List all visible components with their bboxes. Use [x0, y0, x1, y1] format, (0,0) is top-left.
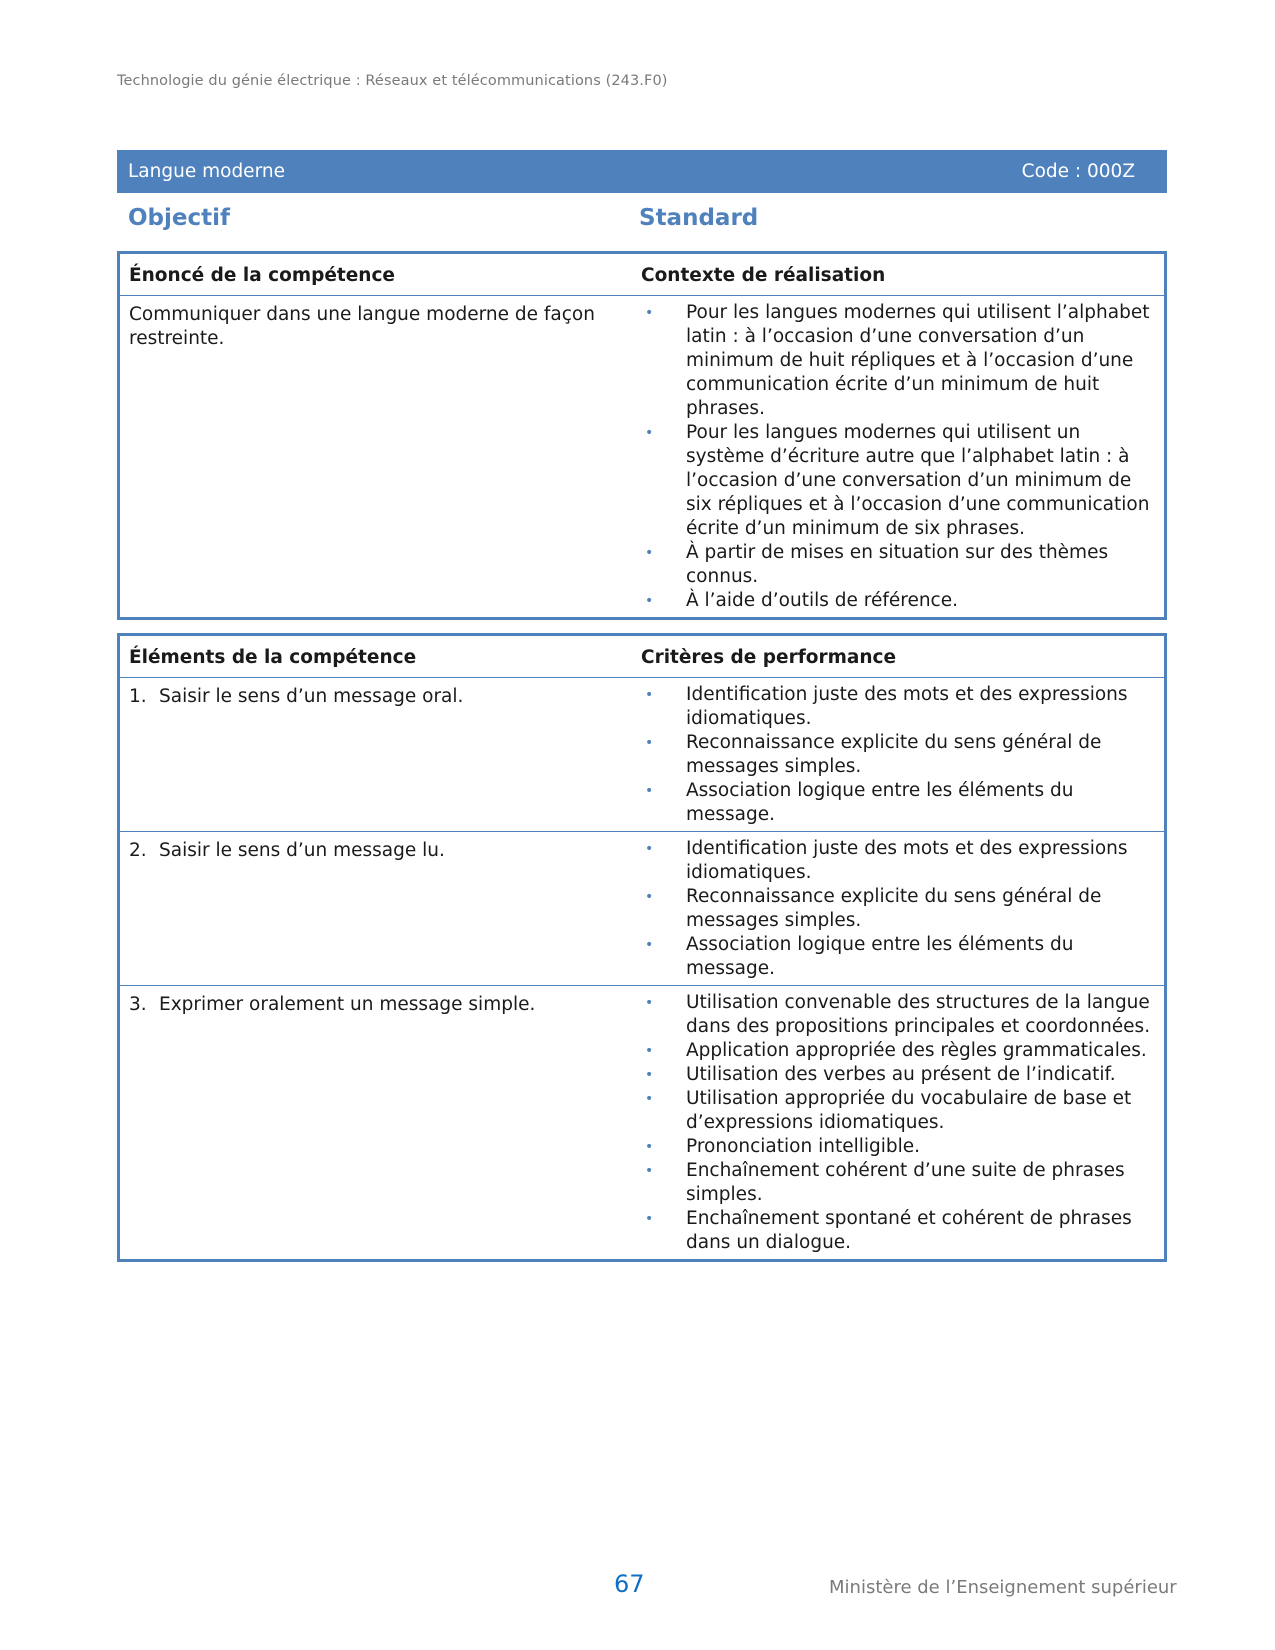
list-item: • Association logique entre les éléments du message. — [645, 934, 1074, 979]
table-row — [119, 986, 1166, 1261]
list-item: • Reconnaissance explicite du sens général de messages simples. — [645, 886, 1102, 931]
criteria-cell — [632, 832, 1166, 986]
list-item: • Pour les langues modernes qui utilisent un système d’écriture autre que l’alphabet latin : à l’occasion d’une conversation d’un minimum de six répliques et à l’occasion d’une communication écrite d’un minimum de six phrases. — [645, 422, 1150, 539]
element-cell: 2. Saisir le sens d’un message lu. — [119, 832, 633, 986]
bullet-icon: • — [645, 1043, 654, 1059]
context-list — [641, 301, 1155, 613]
statement-column-header: Énoncé de la compétence — [119, 253, 633, 296]
competency-statement: Communiquer dans une langue moderne de façon restreinte. — [129, 304, 595, 349]
list-item: • Utilisation convenable des structures de la langue dans des propositions principales et coordonnées. — [645, 992, 1151, 1037]
list-item: • Reconnaissance explicite du sens général de messages simples. — [645, 732, 1102, 777]
list-item: • Utilisation appropriée du vocabulaire de base et d’expressions idiomatiques. — [645, 1088, 1132, 1133]
context-cell — [632, 296, 1166, 619]
element-cell: 3. Exprimer oralement un message simple. — [119, 986, 633, 1261]
bullet-icon: • — [645, 937, 654, 953]
page-number: 67 — [614, 1570, 645, 1598]
criteria-cell — [632, 678, 1166, 832]
bullet-icon: • — [645, 995, 654, 1011]
criteria-cell — [632, 986, 1166, 1261]
footer-organization: Ministère de l’Enseignement supérieur — [829, 1577, 1177, 1598]
objectif-heading: Objectif — [128, 205, 231, 231]
table-row — [119, 678, 1166, 832]
section-headings — [117, 205, 1167, 245]
bullet-icon: • — [645, 889, 654, 905]
standard-heading: Standard — [639, 205, 759, 231]
list-item: • Identification juste des mots et des expressions idiomatiques. — [645, 838, 1128, 883]
course-title-bar — [117, 150, 1167, 193]
list-item: • Prononciation intelligible. — [645, 1136, 921, 1157]
table-row — [119, 832, 1166, 986]
list-item: • Association logique entre les éléments du message. — [645, 780, 1074, 825]
competency-elements-table — [117, 633, 1167, 1262]
list-item: • Enchaînement cohérent d’une suite de phrases simples. — [645, 1160, 1125, 1205]
criteria-column-header: Critères de performance — [632, 635, 1166, 678]
bullet-icon: • — [645, 735, 654, 751]
list-item: • Utilisation des verbes au présent de l’indicatif. — [645, 1064, 1116, 1085]
bullet-icon: • — [645, 1067, 654, 1083]
bullet-icon: • — [645, 841, 654, 857]
list-item: • Enchaînement spontané et cohérent de phrases dans un dialogue. — [645, 1208, 1132, 1253]
competency-statement-table — [117, 251, 1167, 620]
list-item: • Pour les langues modernes qui utilisent l’alphabet latin : à l’occasion d’une conversation d’un minimum de huit répliques et à l’occasion d’une communication écrite d’un minimum de huit phrases. — [645, 302, 1150, 419]
bullet-icon: • — [645, 1139, 654, 1155]
running-header: Technologie du génie électrique : Réseaux et télécommunications (243.F0) — [117, 73, 668, 89]
bullet-icon: • — [645, 593, 654, 609]
bullet-icon: • — [645, 1211, 654, 1227]
bullet-icon: • — [645, 783, 654, 799]
list-item: • Identification juste des mots et des expressions idiomatiques. — [645, 684, 1128, 729]
criteria-list — [641, 837, 1155, 981]
elements-column-header: Éléments de la compétence — [119, 635, 633, 678]
list-item: • Application appropriée des règles grammaticales. — [645, 1040, 1147, 1061]
bullet-icon: • — [645, 425, 654, 441]
bullet-icon: • — [645, 545, 654, 561]
bullet-icon: • — [645, 1163, 654, 1179]
context-column-header: Contexte de réalisation — [632, 253, 1166, 296]
bullet-icon: • — [645, 687, 654, 703]
criteria-list — [641, 683, 1155, 827]
bullet-icon: • — [645, 1091, 654, 1107]
course-name: Langue moderne — [128, 161, 285, 182]
criteria-list — [641, 991, 1155, 1255]
course-code: Code : 000Z — [1021, 161, 1135, 182]
list-item: • À l’aide d’outils de référence. — [645, 590, 958, 611]
element-cell: 1. Saisir le sens d’un message oral. — [129, 686, 464, 707]
bullet-icon: • — [645, 305, 654, 321]
list-item: • À partir de mises en situation sur des thèmes connus. — [645, 542, 1109, 587]
